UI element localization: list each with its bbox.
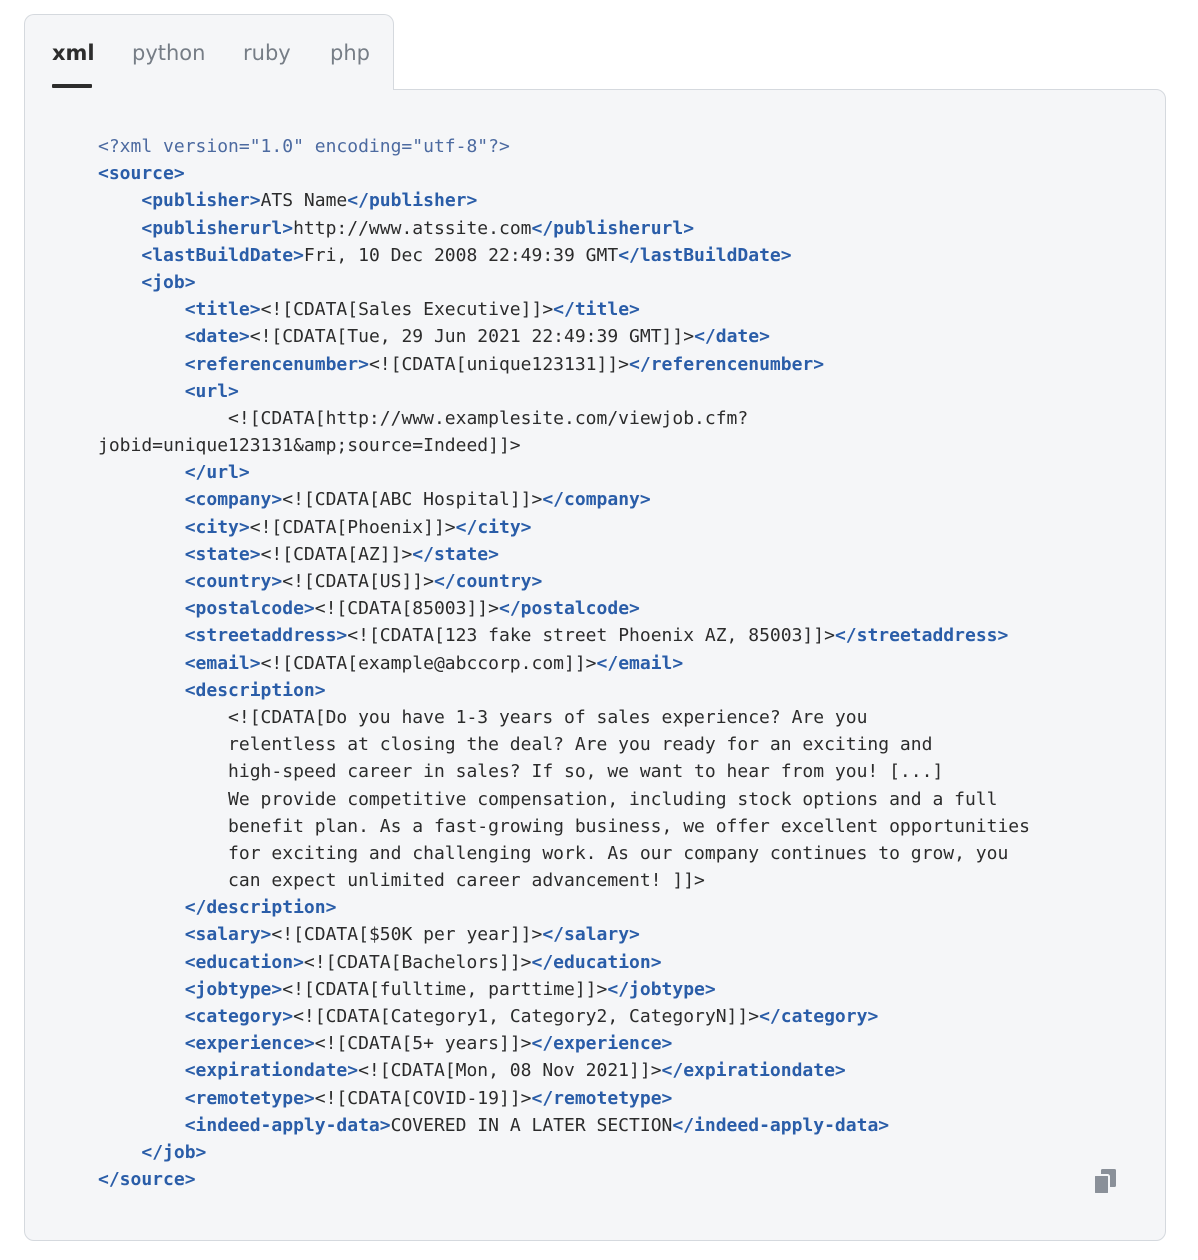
code-line: [98, 677, 1030, 704]
xml-tag: </postalcode>: [498, 598, 640, 620]
code-line: [98, 840, 1030, 867]
xml-tag: <streetaddress>: [184, 625, 348, 647]
xml-tag: </referencenumber>: [629, 353, 825, 375]
xml-tag: </education>: [531, 951, 662, 973]
code-line: [98, 1139, 1030, 1166]
xml-tag: <experience>: [184, 1033, 315, 1055]
xml-text: jobid=unique123131&amp;source=Indeed]]>: [98, 435, 521, 457]
xml-text: <![CDATA[5+ years]]>: [314, 1033, 532, 1055]
code-line: [98, 351, 1030, 378]
xml-text: <![CDATA[85003]]>: [314, 598, 499, 620]
language-tabs: [24, 14, 394, 90]
xml-tag: <category>: [184, 1006, 294, 1027]
xml-tag: <city>: [184, 516, 250, 538]
xml-tag: </company>: [542, 489, 651, 511]
xml-tag: </publisher>: [347, 190, 478, 212]
xml-tag: </title>: [553, 299, 640, 321]
xml-tag: </email>: [596, 652, 684, 674]
xml-tag: </streetaddress>: [834, 625, 1009, 647]
xml-text: We provide competitive compensation, including stock options and a full: [228, 788, 998, 810]
xml-text: <![CDATA[COVID-19]]>: [314, 1087, 532, 1109]
xml-text: for exciting and challenging work. As our company continues to grow, you: [228, 842, 1009, 864]
code-line: [98, 704, 1030, 731]
xml-tag: </country>: [433, 571, 543, 592]
xml-tag: </jobtype>: [607, 978, 716, 1000]
code-line: [98, 1030, 1030, 1057]
xml-tag: </description>: [184, 897, 337, 919]
tab-ruby[interactable]: ruby: [243, 41, 291, 65]
code-line: [98, 650, 1030, 677]
code-line: [98, 514, 1030, 541]
xml-tag: </source>: [98, 1169, 196, 1191]
xml-text: benefit plan. As a fast-growing business, we offer excellent opportunities: [228, 815, 1030, 837]
code-line: [98, 894, 1030, 921]
tab-xml[interactable]: xml: [52, 41, 95, 65]
code-line: [98, 378, 1030, 405]
xml-tag: <description>: [184, 679, 326, 701]
xml-tag: <indeed-apply-data>: [184, 1114, 391, 1136]
xml-text: <![CDATA[example@abccorp.com]]>: [260, 652, 597, 674]
code-line: [98, 215, 1030, 242]
xml-text: can expect unlimited career advancement! ]]>: [228, 870, 705, 892]
xml-text: high-speed career in sales? If so, we want to hear from you! [...]: [228, 761, 944, 783]
xml-tag: </city>: [455, 516, 532, 538]
xml-text: <![CDATA[Sales Executive]]>: [260, 299, 554, 321]
code-line: [98, 1112, 1030, 1139]
active-tab-indicator: [52, 84, 92, 88]
code-line: [98, 976, 1030, 1003]
xml-text: <![CDATA[US]]>: [282, 571, 434, 592]
xml-tag: <expirationdate>: [184, 1060, 359, 1082]
xml-tag: <date>: [184, 326, 250, 348]
xml-tag: <salary>: [184, 924, 272, 946]
xml-tag: </remotetype>: [531, 1087, 673, 1109]
xml-tag: <postalcode>: [184, 598, 315, 620]
xml-tag: <country>: [184, 571, 283, 592]
xml-declaration: <?xml version="1.0" encoding="utf-8"?>: [98, 136, 510, 157]
xml-tag: <title>: [184, 299, 261, 321]
code-line: [98, 541, 1030, 568]
xml-text: http://www.atssite.com: [293, 217, 532, 239]
xml-tag: <publisher>: [141, 190, 261, 212]
xml-text: COVERED IN A LATER SECTION: [390, 1114, 673, 1136]
xml-text: relentless at closing the deal? Are you ready for an exciting and: [228, 734, 933, 756]
copy-icon[interactable]: [1093, 1168, 1119, 1196]
xml-text: <![CDATA[$50K per year]]>: [271, 924, 543, 946]
xml-text: <![CDATA[ABC Hospital]]>: [282, 489, 543, 511]
code-line: [98, 1003, 1030, 1030]
xml-text: <![CDATA[Category1, Category2, CategoryN]]>: [293, 1006, 760, 1027]
code-line: [98, 1057, 1030, 1084]
xml-tag: <lastBuildDate>: [141, 244, 304, 266]
xml-tag: </indeed-apply-data>: [672, 1114, 890, 1136]
xml-text: <![CDATA[unique123131]]>: [368, 353, 630, 375]
xml-tag: <state>: [184, 543, 261, 565]
xml-tag: </lastBuildDate>: [618, 244, 792, 266]
xml-tag: <source>: [98, 163, 185, 185]
code-line: [98, 269, 1030, 296]
xml-text: <![CDATA[AZ]]>: [260, 543, 413, 565]
xml-tag: <url>: [184, 380, 239, 402]
code-line: [98, 133, 1030, 160]
code-line: [98, 813, 1030, 840]
code-line: [98, 296, 1030, 323]
xml-tag: </experience>: [531, 1033, 673, 1055]
code-line: [98, 949, 1030, 976]
xml-tag: </expirationdate>: [661, 1060, 846, 1082]
code-block: [98, 133, 1030, 1193]
code-line: [98, 459, 1030, 486]
xml-tag: <job>: [141, 271, 196, 293]
xml-tag: <referencenumber>: [184, 353, 369, 375]
xml-text: <![CDATA[123 fake street Phoenix AZ, 85003]]>: [347, 625, 835, 647]
code-line: [98, 731, 1030, 758]
code-line: [98, 921, 1030, 948]
code-line: [98, 1166, 1030, 1193]
xml-text: <![CDATA[Do you have 1-3 years of sales experience? Are you: [228, 706, 868, 728]
code-line: [98, 323, 1030, 350]
xml-text: <![CDATA[Bachelors]]>: [303, 951, 532, 973]
xml-tag: </job>: [141, 1141, 207, 1163]
code-panel: [24, 89, 1166, 1241]
code-line: [98, 486, 1030, 513]
xml-tag: <remotetype>: [184, 1087, 315, 1109]
code-line: [98, 568, 1030, 595]
xml-tag: <education>: [184, 951, 304, 973]
code-line: [98, 432, 1030, 459]
xml-tag: <email>: [184, 652, 261, 674]
code-line: [98, 242, 1030, 269]
xml-tag: </category>: [759, 1006, 879, 1027]
xml-text: <![CDATA[http://www.examplesite.com/viewjob.cfm?: [228, 407, 749, 429]
xml-tag: </salary>: [542, 924, 640, 946]
tab-php[interactable]: php: [330, 41, 370, 65]
code-line: [98, 786, 1030, 813]
xml-text: <![CDATA[Phoenix]]>: [249, 516, 456, 538]
xml-tag: <company>: [184, 489, 283, 511]
code-line: [98, 758, 1030, 785]
code-line: [98, 595, 1030, 622]
xml-text: <![CDATA[fulltime, parttime]]>: [282, 978, 608, 1000]
xml-text: Fri, 10 Dec 2008 22:49:39 GMT: [303, 244, 619, 266]
xml-text: <![CDATA[Tue, 29 Jun 2021 22:49:39 GMT]]>: [249, 326, 695, 348]
xml-text: <![CDATA[Mon, 08 Nov 2021]]>: [358, 1060, 662, 1082]
xml-tag: </url>: [184, 462, 250, 484]
xml-tag: <jobtype>: [184, 978, 283, 1000]
code-line: [98, 867, 1030, 894]
xml-tag: <publisherurl>: [141, 217, 294, 239]
xml-text: ATS Name: [260, 190, 348, 212]
code-line: [98, 622, 1030, 649]
code-line: [98, 160, 1030, 187]
xml-tag: </publisherurl>: [531, 217, 695, 239]
code-line: [98, 187, 1030, 214]
code-line: [98, 1085, 1030, 1112]
code-line: [98, 405, 1030, 432]
tab-python[interactable]: python: [132, 41, 206, 65]
xml-tag: </date>: [694, 326, 770, 348]
xml-tag: </state>: [412, 543, 499, 565]
